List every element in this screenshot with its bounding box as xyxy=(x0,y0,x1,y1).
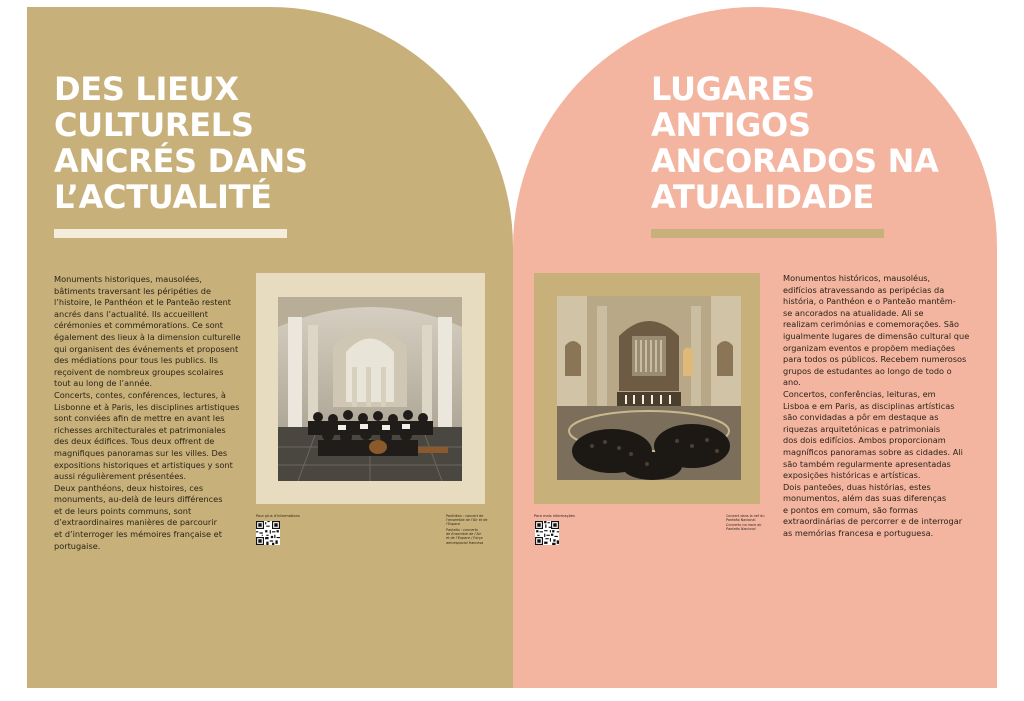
portuguese-panel xyxy=(513,7,997,688)
qr-code-icon xyxy=(535,521,559,545)
french-qr-label: Pour plus d’informations xyxy=(256,514,300,518)
portuguese-photo-frame xyxy=(534,273,760,504)
pantheon-concert-photo xyxy=(278,297,462,481)
portuguese-photo-caption: Concert dans la nef du Panteão Nacional xyxy=(726,514,765,523)
portuguese-photo-caption-pt: Concerto na nave do Panteão Nacional xyxy=(726,523,762,532)
french-photo-caption: Panthéon : concert de l’ensemble de l’Air et de l’Espace xyxy=(446,514,488,527)
french-title: DES LIEUX CULTURELS ANCRÉS DANS L’ACTUALITÉ xyxy=(54,70,308,216)
french-photo-frame xyxy=(256,273,485,504)
french-body-text: Monuments historiques, mausolées, bâtiments traversant les péripéties de l’histoire, le Panthéon et le Panteão restent ancrés dans l’actualité. Ils accueillent cérémonies et commémorations. Ce sont également des lieux à la dimension culturelle qui organisent des événements et proposent des médiations pour tous les publics. Ils reçoivent de nombreux groupes scolaires tout au long de l’année. Concerts, contes, conférences, lectures, à Lisbonne et à Paris, les disciplines artistiques sont conviées afin de mettre en avant les richesses architecturales et patrimoniales des deux édifices. Tous deux offrent de magnifiques panoramas sur les villes. Des expositions historiques et artistiques y sont aussi régulièrement présentées. Deux panthéons, deux histoires, ces monuments, au-delà de leurs différences et de leurs points communs, sont d’extraordinaires manières de parcourir et d’interroger les mémoires française et portugaise. xyxy=(54,274,241,551)
panteao-concert-photo xyxy=(557,296,741,480)
french-photo-caption-pt: Panteão : concerto de Ensemble de l’Air et de l’Espace / Força aeroespacial francesa xyxy=(446,528,484,545)
panteao-concert-illustration xyxy=(557,296,741,480)
portuguese-qr-label: Para mais informações xyxy=(534,514,575,518)
french-qr-code[interactable] xyxy=(256,521,280,545)
french-title-rule xyxy=(54,229,287,238)
pantheon-concert-illustration xyxy=(278,297,462,481)
portuguese-title-rule xyxy=(651,229,884,238)
french-panel xyxy=(27,7,513,688)
qr-code-icon xyxy=(256,521,280,545)
portuguese-title: LUGARES ANTIGOS ANCORADOS NA ATUALIDADE xyxy=(651,70,939,216)
portuguese-body-text: Monumentos históricos, mausoléus, edifícios atravessando as peripécias da história, o Panthéon e o Panteão mantêm- se ancorados na atualidade. Ali se realizam cerimónias e comemorações. São igualmente lugares de dimensão cultural que organizam eventos e propõem mediações para todos os públicos. Recebem numerosos grupos de estudantes ao longo de todo o ano. Concertos, conferências, leituras, em Lisboa e em Paris, as disciplinas artísticas são convidadas a pôr em destaque as riquezas arquitetónicas e patrimoniais dos dois edifícios. Ambos proporcionam magníficos panoramas sobre as cidades. Ali são também regularmente apresentadas exposições históricas e artísticas. Dois panteões, duas histórias, estes monumentos, além das suas diferenças e pontos em comum, são formas extraordinárias de percorrer e de interrogar as memórias francesa e portuguesa. xyxy=(783,273,970,539)
portuguese-qr-code[interactable] xyxy=(535,521,559,545)
